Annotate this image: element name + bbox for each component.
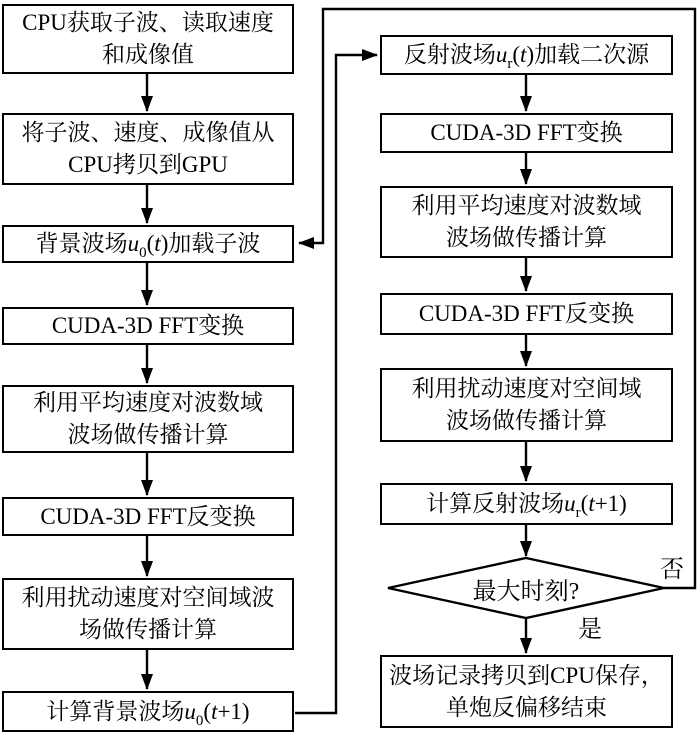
flow-step-line: 将子波、速度、成像值从 [21,120,275,145]
flow-step-fft-left [2,307,294,345]
flow-step-line: CUDA-3D FFT反变换 [40,503,256,529]
flow-step-line: 波场做传播计算 [446,408,607,433]
flow-step-line: 波场做传播计算 [446,225,607,250]
formula-segment: ( [203,698,212,724]
flow-step-save-to-cpu [380,655,673,728]
formula-line [404,39,649,71]
formula-segment: +1) [594,491,627,516]
flow-step-line: CUDA-3D FFT变换 [51,313,245,338]
flow-step-line: 场做传播计算 [79,617,217,642]
flow-step-copy-cpu-to-gpu [2,113,294,185]
formula-segment: 计算背景波场 [46,698,185,724]
formula-segment: ( [512,42,521,67]
formula-segment: t [588,491,595,516]
formula-segment: ( [146,231,155,256]
flow-step-avg-velocity-right [380,186,673,258]
formula-segment: )加载子波 [160,231,261,256]
formula-segment: 背景波场 [35,231,128,256]
formula-segment: t [154,231,161,256]
flow-step-cpu-acquire [2,4,294,74]
formula-segment: r [575,505,581,521]
formula-segment: u [495,42,508,67]
formula-segment: t [520,42,527,67]
decision-max-time-label: 最大时刻? [472,578,580,605]
formula-segment: 0 [139,245,147,261]
flow-step-line: CPU获取子波、读取速度 [22,10,274,35]
flow-step-perturb-velocity-left [2,578,294,650]
flow-step-fft-right [380,113,673,153]
formula-segment: ( [580,491,589,516]
connector-l8-r1 [295,55,377,713]
flow-step-perturb-velocity-right [380,368,673,442]
flow-step-ifft-right [380,293,673,335]
formula-line [46,696,249,728]
flow-step-compute-reflect [380,483,673,525]
flow-step-line: 单炮反偏移结束 [446,694,607,720]
formula-segment: +1) [217,698,250,724]
flow-step-line: CUDA-3D FFT变换 [430,120,623,145]
formula-segment: u [127,231,140,256]
flow-step-background-load-wavelet [2,225,294,263]
formula-segment: r [507,56,513,72]
flow-step-line: CPU拷贝到GPU [68,152,228,177]
flow-step-avg-velocity-left [2,385,294,453]
formula-segment: u [184,698,196,724]
flow-step-reflect-load-source [380,35,673,75]
flow-step-line: 波场记录拷贝到CPU保存， [389,662,664,688]
formula-segment: 计算反射波场 [426,491,565,516]
formula-line [36,228,261,260]
flow-step-ifft-left [2,497,294,536]
flow-step-line: 利用扰动速度对空间域波 [21,585,275,610]
formula-segment: )加载二次源 [526,42,650,67]
flow-step-line: CUDA-3D FFT反变换 [418,301,635,326]
branch-label-yes: 是 [578,617,602,643]
formula-segment: t [211,698,218,724]
formula-segment: u [564,491,576,516]
formula-segment: 0 [195,712,204,729]
flow-step-line: 利用扰动速度对空间域 [411,376,642,401]
formula-segment: 反射波场 [403,42,496,67]
branch-label-no: 否 [660,557,684,583]
flow-step-line: 利用平均速度对波数域 [33,390,263,415]
flow-step-line: 利用平均速度对波数域 [411,193,642,218]
flow-step-line: 和成像值 [102,42,194,67]
flow-step-compute-background [2,691,294,732]
formula-line [426,488,627,520]
flow-step-line: 波场做传播计算 [67,422,229,447]
